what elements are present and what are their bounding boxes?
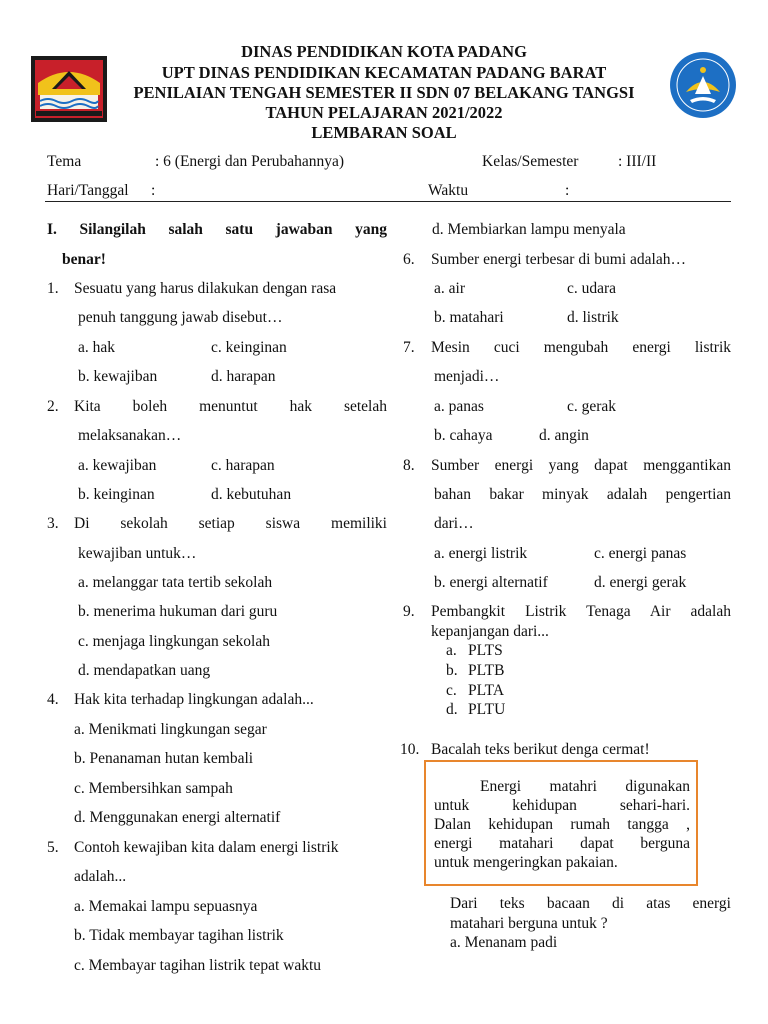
waktu-label: Waktu	[428, 182, 469, 199]
q2-option-c[interactable]: c. harapan	[211, 457, 275, 474]
q7-option-a[interactable]: a. panas	[434, 398, 484, 415]
q3-number: 3.	[47, 515, 59, 532]
q9-option-d-letter: d.	[446, 701, 458, 718]
q8-text-cont: bahan bakar minyak adalah pengertian	[434, 486, 731, 503]
waktu-value: :	[565, 182, 570, 199]
q8-number: 8.	[403, 457, 415, 474]
q1-option-a[interactable]: a. hak	[78, 339, 116, 356]
q9-option-a-letter: a.	[446, 642, 457, 659]
q2-text-cont: melaksanakan…	[78, 427, 182, 444]
hari-value: :	[151, 182, 156, 199]
q6-text: Sumber energi terbesar di bumi adalah…	[431, 251, 686, 268]
reading-text-line-1: Energi matahri digunakan	[480, 778, 690, 795]
q3-text-cont: kewajiban untuk…	[78, 545, 197, 562]
header-line-2: UPT DINAS PENDIDIKAN KECAMATAN PADANG BARAT	[161, 63, 607, 82]
q2-option-d[interactable]: d. kebutuhan	[211, 486, 292, 503]
section-title-cont: benar!	[62, 251, 106, 268]
q7-text-cont: menjadi…	[434, 368, 500, 385]
q7-option-d[interactable]: d. angin	[539, 427, 589, 444]
q8-option-a[interactable]: a. energi listrik	[434, 545, 528, 562]
q10-text: Bacalah teks berikut denga cermat!	[431, 741, 650, 758]
header-divider	[45, 201, 731, 202]
kelas-value: : III/II	[618, 153, 657, 170]
q10-number: 10.	[400, 741, 420, 758]
hari-label: Hari/Tanggal	[47, 182, 129, 199]
q4-option-a[interactable]: a. Menikmati lingkungan segar	[74, 721, 267, 738]
q4-number: 4.	[47, 691, 59, 708]
q6-option-d[interactable]: d. listrik	[567, 309, 619, 326]
q8-option-d[interactable]: d. energi gerak	[594, 574, 687, 591]
q3-text: Di sekolah setiap siswa memiliki	[74, 515, 387, 532]
tema-value: : 6 (Energi dan Perubahannya)	[155, 153, 345, 170]
q7-option-b[interactable]: b. cahaya	[434, 427, 493, 444]
tema-label: Tema	[47, 153, 82, 170]
q4-option-d[interactable]: d. Menggunakan energi alternatif	[74, 809, 281, 826]
reading-text-line-5: untuk mengeringkan pakaian.	[434, 854, 618, 871]
q9-option-c-letter: c.	[446, 682, 457, 699]
q1-number: 1.	[47, 280, 59, 297]
q1-option-d[interactable]: d. harapan	[211, 368, 276, 385]
q3-option-c[interactable]: c. menjaga lingkungan sekolah	[78, 633, 270, 650]
q1-text-cont: penuh tanggung jawab disebut…	[78, 309, 283, 326]
q7-number: 7.	[403, 339, 415, 356]
q9-number: 9.	[403, 603, 415, 620]
q4-option-c[interactable]: c. Membersihkan sampah	[74, 780, 233, 797]
q9-option-d[interactable]: PLTU	[468, 701, 506, 718]
reading-text-line-4: energi matahari dapat berguna	[434, 835, 690, 852]
q10-option-a[interactable]: a. Menanam padi	[450, 934, 558, 951]
q5-option-a[interactable]: a. Memakai lampu sepuasnya	[74, 898, 258, 915]
q1-option-c[interactable]: c. keinginan	[211, 339, 287, 356]
q6-option-c[interactable]: c. udara	[567, 280, 617, 297]
q9-option-b[interactable]: PLTB	[468, 662, 505, 679]
q5-number: 5.	[47, 839, 59, 856]
q8-text: Sumber energi yang dapat menggantikan	[431, 457, 731, 474]
q9-option-c[interactable]: PLTA	[468, 682, 505, 699]
q6-option-a[interactable]: a. air	[434, 280, 465, 297]
q1-text: Sesuatu yang harus dilakukan dengan rasa	[74, 280, 337, 297]
q2-number: 2.	[47, 398, 59, 415]
header-line-3: PENILAIAN TENGAH SEMESTER II SDN 07 BELAKANG TANGSI	[133, 83, 635, 102]
q2-option-b[interactable]: b. keinginan	[78, 486, 155, 503]
q9-option-b-letter: b.	[446, 662, 458, 679]
q5-option-c[interactable]: c. Membayar tagihan listrik tepat waktu	[74, 957, 322, 974]
reading-text-line-3: Dalan kehidupan rumah tangga ,	[434, 816, 690, 833]
q3-option-d[interactable]: d. mendapatkan uang	[78, 662, 211, 679]
header-line-4: TAHUN PELAJARAN 2021/2022	[265, 103, 503, 122]
header-line-5: LEMBARAN SOAL	[311, 123, 457, 142]
q8-text-cont-2: dari…	[434, 515, 474, 532]
q6-option-b[interactable]: b. matahari	[434, 309, 504, 326]
q5-option-d[interactable]: d. Membiarkan lampu menyala	[432, 221, 626, 238]
q9-text: Pembangkit Listrik Tenaga Air adalah	[431, 603, 731, 620]
q4-option-b[interactable]: b. Penanaman hutan kembali	[74, 750, 254, 767]
q7-option-c[interactable]: c. gerak	[567, 398, 617, 415]
q3-option-b[interactable]: b. menerima hukuman dari guru	[78, 603, 278, 620]
q5-text: Contoh kewajiban kita dalam energi listrik	[74, 839, 339, 856]
section-title: I. Silangilah salah satu jawaban yang	[47, 221, 387, 238]
header-line-1: DINAS PENDIDIKAN KOTA PADANG	[241, 42, 527, 61]
q7-text: Mesin cuci mengubah energi listrik	[431, 339, 731, 356]
reading-text-box	[424, 760, 698, 886]
q10-question: Dari teks bacaan di atas energi	[450, 895, 731, 912]
q9-option-a[interactable]: PLTS	[468, 642, 503, 659]
q2-option-a[interactable]: a. kewajiban	[78, 457, 157, 474]
q6-number: 6.	[403, 251, 415, 268]
q10-question-cont: matahari berguna untuk ?	[450, 915, 608, 932]
kelas-label: Kelas/Semester	[482, 153, 579, 170]
q4-text: Hak kita terhadap lingkungan adalah...	[74, 691, 314, 708]
reading-text-line-2: untuk kehidupan sehari-hari.	[434, 797, 690, 814]
q3-option-a[interactable]: a. melanggar tata tertib sekolah	[78, 574, 273, 591]
q8-option-c[interactable]: c. energi panas	[594, 545, 687, 562]
q2-text: Kita boleh menuntut hak setelah	[74, 398, 387, 415]
q8-option-b[interactable]: b. energi alternatif	[434, 574, 548, 591]
q1-option-b[interactable]: b. kewajiban	[78, 368, 158, 385]
q5-text-cont: adalah...	[74, 868, 127, 885]
q9-text-cont: kepanjangan dari...	[431, 623, 549, 640]
q5-option-b[interactable]: b. Tidak membayar tagihan listrik	[74, 927, 284, 944]
